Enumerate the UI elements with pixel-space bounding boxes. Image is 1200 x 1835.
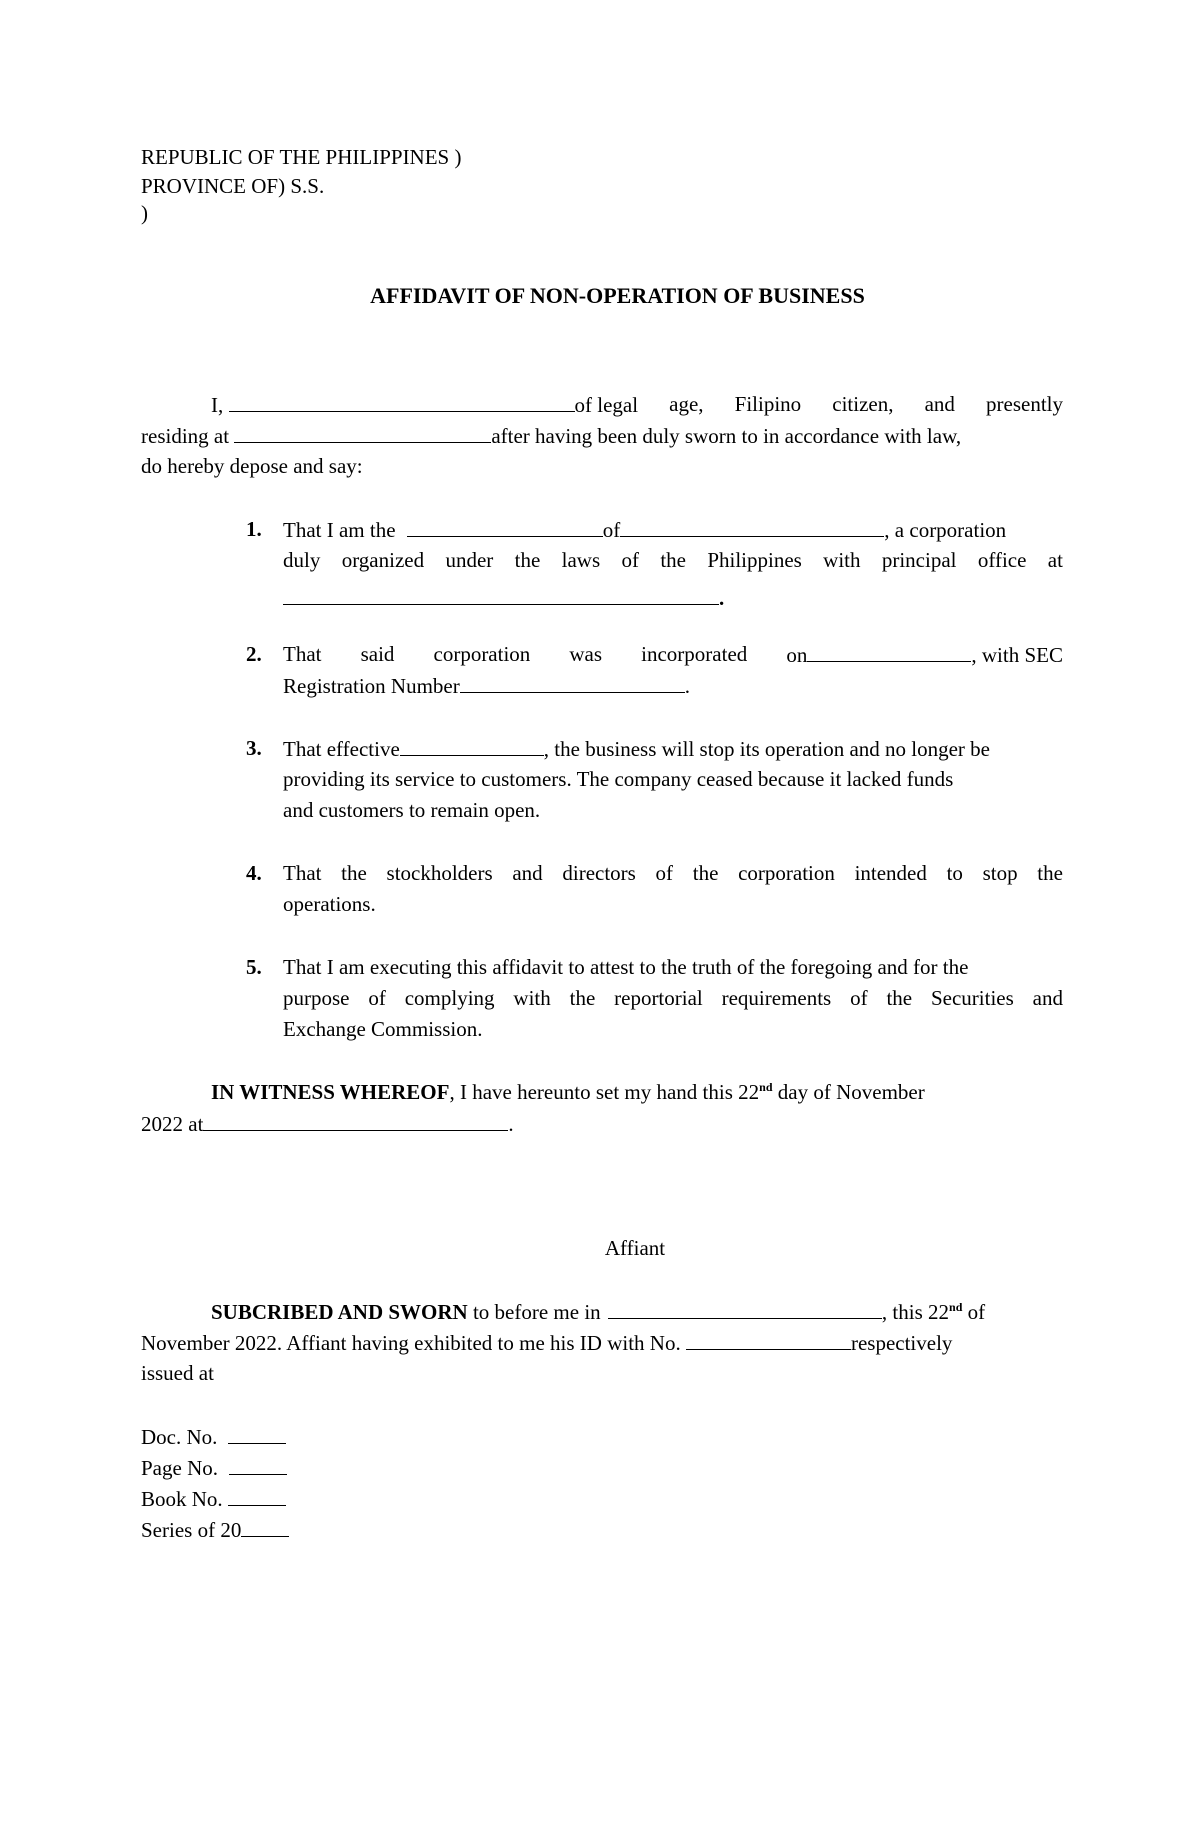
- corporation-blank: [620, 514, 884, 537]
- intro-line-2: residing at after having been duly sworn to in accordance with law,: [141, 420, 1063, 452]
- series-blank: [241, 1514, 289, 1537]
- header-province: PROVINCE OF) S.S.: [141, 174, 325, 198]
- name-blank: [229, 389, 575, 412]
- notary-page-no: Page No.: [141, 1452, 287, 1484]
- header-republic: REPUBLIC OF THE PHILIPPINES ): [141, 145, 462, 169]
- intro-line-1: I, of legal age, Filipino citizen, and presently: [141, 389, 1063, 421]
- notary-doc-no: Doc. No.: [141, 1421, 286, 1453]
- sworn-line-1: SUBCRIBED AND SWORN to before me in , this 22nd of: [141, 1296, 1063, 1328]
- doc-no-blank: [228, 1421, 286, 1444]
- item-4-number: 4.: [246, 861, 262, 885]
- witness-place-blank: [203, 1108, 508, 1131]
- sworn-line-2: November 2022. Affiant having exhibited to me his ID with No. respectively: [141, 1327, 1063, 1359]
- item-1-number: 1.: [246, 517, 262, 541]
- item-2-line-2: Registration Number .: [283, 670, 690, 702]
- sworn-line-3: issued at: [141, 1361, 214, 1385]
- item-5-line-1: That I am executing this affidavit to attest to the truth of the foregoing and for the: [283, 955, 969, 979]
- item-1-line-2: duly organized under the laws of the Philippines with principal office at: [283, 548, 1063, 572]
- header-paren: ): [141, 201, 148, 225]
- sworn-place-blank: [608, 1296, 882, 1319]
- item-2-number: 2.: [246, 642, 262, 666]
- id-number-blank: [686, 1327, 851, 1350]
- witness-line-1: IN WITNESS WHEREOF, I have hereunto set my hand this 22nd day of November: [211, 1080, 925, 1104]
- affiant-label: Affiant: [604, 1236, 666, 1260]
- position-blank: [407, 514, 603, 537]
- item-3-number: 3.: [246, 736, 262, 760]
- sec-registration-blank: [460, 670, 685, 693]
- item-1-line-3: .: [283, 582, 724, 614]
- item-3-line-1: That effective , the business will stop its operation and no longer be: [283, 733, 1063, 765]
- witness-line-2: 2022 at .: [141, 1108, 514, 1140]
- item-5-line-3: Exchange Commission.: [283, 1017, 483, 1041]
- item-3-line-3: and customers to remain open.: [283, 798, 541, 822]
- item-5-line-2: purpose of complying with the reportorial requirements of the Securities and: [283, 986, 1063, 1010]
- book-no-blank: [228, 1483, 286, 1506]
- incorporation-date-blank: [807, 639, 971, 662]
- item-1-line-1: That I am the of , a corporation: [283, 514, 1006, 546]
- document-title: AFFIDAVIT OF NON-OPERATION OF BUSINESS: [370, 283, 865, 308]
- notary-series: Series of 20: [141, 1514, 289, 1546]
- effective-date-blank: [400, 733, 544, 756]
- intro-line-3: do hereby depose and say:: [141, 454, 363, 478]
- item-4-line-1: That the stockholders and directors of the corporation intended to stop the: [283, 861, 1063, 885]
- item-4-line-2: operations.: [283, 892, 376, 916]
- item-3-line-2: providing its service to customers. The company ceased because it lacked funds: [283, 767, 954, 791]
- notary-book-no: Book No.: [141, 1483, 286, 1515]
- item-5-number: 5.: [246, 955, 262, 979]
- office-address-blank: [283, 582, 719, 605]
- residence-blank: [234, 420, 491, 443]
- item-2-line-1: That said corporation was incorporated on , with SEC: [283, 639, 1063, 671]
- page-no-blank: [229, 1452, 287, 1475]
